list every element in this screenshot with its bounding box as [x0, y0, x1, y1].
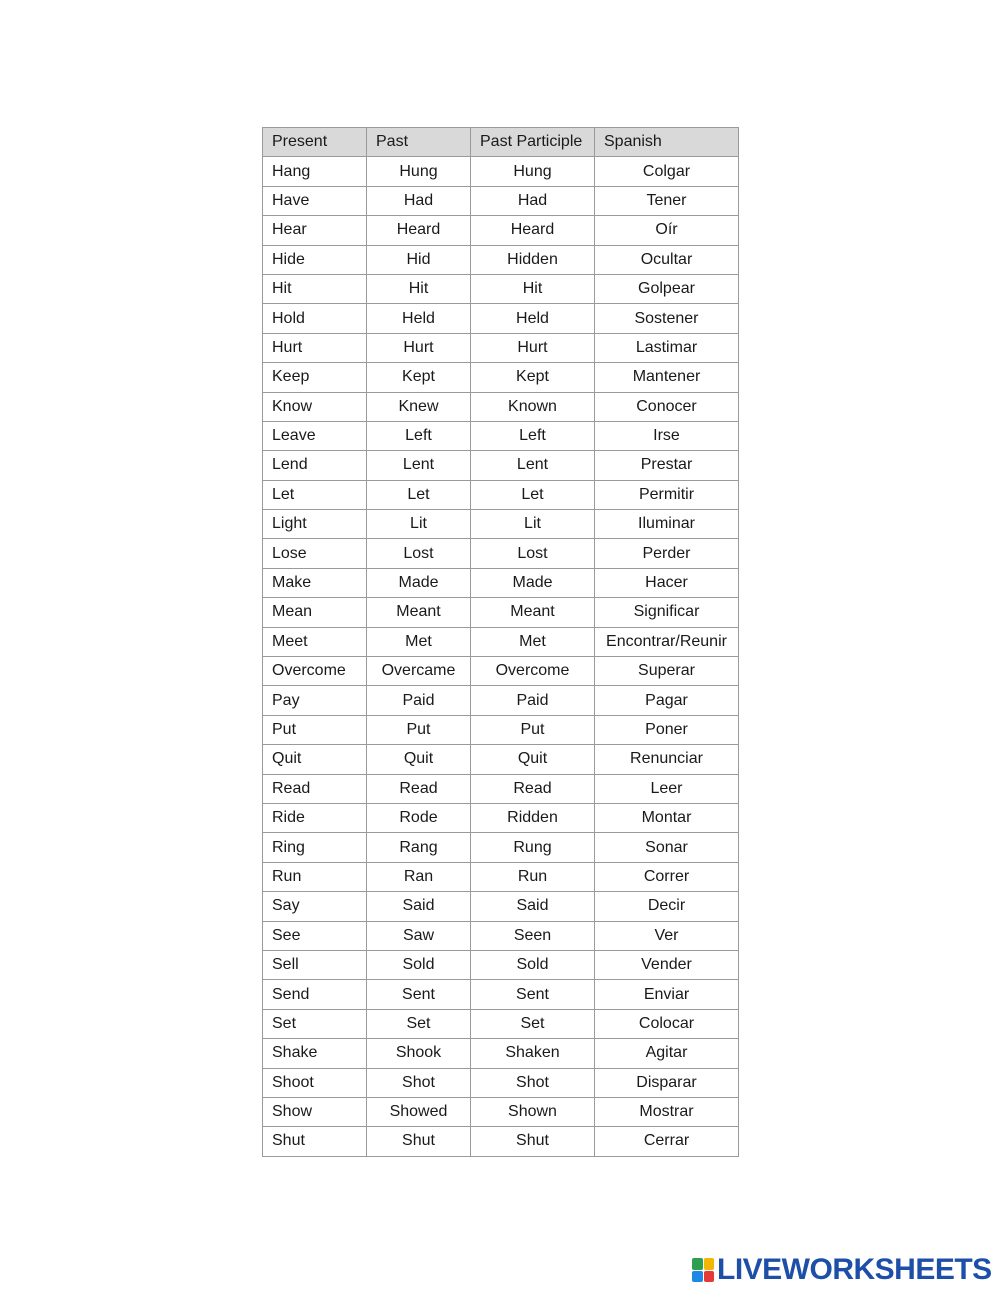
cell-past: Heard: [367, 216, 471, 245]
cell-past: Met: [367, 627, 471, 656]
cell-spanish: Pagar: [595, 686, 739, 715]
logo-square-red: [704, 1271, 715, 1283]
cell-spanish: Decir: [595, 892, 739, 921]
cell-spanish: Sostener: [595, 304, 739, 333]
cell-present: Ring: [263, 833, 367, 862]
table-row: [263, 363, 739, 392]
cell-past: Hid: [367, 245, 471, 274]
cell-past: Read: [367, 774, 471, 803]
cell-spanish: Agitar: [595, 1039, 739, 1068]
cell-past-participle: Hurt: [471, 333, 595, 362]
cell-spanish: Disparar: [595, 1068, 739, 1097]
header-present: Present: [263, 128, 367, 157]
cell-past: Let: [367, 480, 471, 509]
cell-spanish: Ver: [595, 921, 739, 950]
table-row: [263, 950, 739, 979]
irregular-verbs-table: [262, 127, 739, 1157]
cell-past: Hurt: [367, 333, 471, 362]
table-row: [263, 216, 739, 245]
cell-present: Read: [263, 774, 367, 803]
table-row: [263, 627, 739, 656]
cell-spanish: Encontrar/Reunir: [595, 627, 739, 656]
table-row: [263, 245, 739, 274]
cell-present: Lend: [263, 451, 367, 480]
table-row: [263, 304, 739, 333]
cell-spanish: Correr: [595, 862, 739, 891]
table-row: [263, 186, 739, 215]
table-row: [263, 1127, 739, 1156]
cell-spanish: Colgar: [595, 157, 739, 186]
cell-past: Said: [367, 892, 471, 921]
cell-past: Ran: [367, 862, 471, 891]
liveworksheets-logo: [692, 1253, 992, 1286]
cell-spanish: Leer: [595, 774, 739, 803]
logo-square-green: [692, 1258, 703, 1270]
cell-past: Hung: [367, 157, 471, 186]
table-row: [263, 274, 739, 303]
cell-past-participle: Ridden: [471, 803, 595, 832]
cell-past: Set: [367, 1009, 471, 1038]
cell-present: Hurt: [263, 333, 367, 362]
cell-past: Put: [367, 715, 471, 744]
cell-past-participle: Kept: [471, 363, 595, 392]
cell-past-participle: Read: [471, 774, 595, 803]
table-row: [263, 598, 739, 627]
table-row: [263, 980, 739, 1009]
cell-past-participle: Shown: [471, 1097, 595, 1126]
cell-present: Sell: [263, 950, 367, 979]
cell-past-participle: Sold: [471, 950, 595, 979]
cell-past-participle: Lost: [471, 539, 595, 568]
cell-present: Hang: [263, 157, 367, 186]
cell-spanish: Lastimar: [595, 333, 739, 362]
cell-spanish: Oír: [595, 216, 739, 245]
cell-spanish: Significar: [595, 598, 739, 627]
cell-past-participle: Lent: [471, 451, 595, 480]
cell-past: Saw: [367, 921, 471, 950]
cell-spanish: Mostrar: [595, 1097, 739, 1126]
cell-past-participle: Known: [471, 392, 595, 421]
table-row: [263, 1039, 739, 1068]
cell-past-participle: Set: [471, 1009, 595, 1038]
cell-past-participle: Let: [471, 480, 595, 509]
cell-present: Meet: [263, 627, 367, 656]
table-row: [263, 510, 739, 539]
cell-present: Have: [263, 186, 367, 215]
cell-spanish: Superar: [595, 657, 739, 686]
table-header: [263, 128, 739, 157]
cell-spanish: Iluminar: [595, 510, 739, 539]
table-row: [263, 421, 739, 450]
cell-spanish: Poner: [595, 715, 739, 744]
table-row: [263, 480, 739, 509]
cell-spanish: Vender: [595, 950, 739, 979]
table-row: [263, 392, 739, 421]
cell-past: Lost: [367, 539, 471, 568]
table-row: [263, 833, 739, 862]
cell-past-participle: Put: [471, 715, 595, 744]
cell-past: Held: [367, 304, 471, 333]
cell-present: Shut: [263, 1127, 367, 1156]
table-row: [263, 1068, 739, 1097]
cell-past-participle: Made: [471, 568, 595, 597]
cell-past-participle: Lit: [471, 510, 595, 539]
cell-present: See: [263, 921, 367, 950]
cell-present: Hold: [263, 304, 367, 333]
cell-past-participle: Paid: [471, 686, 595, 715]
cell-spanish: Mantener: [595, 363, 739, 392]
cell-spanish: Sonar: [595, 833, 739, 862]
header-spanish: Spanish: [595, 128, 739, 157]
cell-spanish: Tener: [595, 186, 739, 215]
cell-spanish: Conocer: [595, 392, 739, 421]
cell-spanish: Golpear: [595, 274, 739, 303]
cell-past-participle: Seen: [471, 921, 595, 950]
cell-past: Meant: [367, 598, 471, 627]
table-row: [263, 921, 739, 950]
cell-present: Show: [263, 1097, 367, 1126]
table-row: [263, 686, 739, 715]
header-past: Past: [367, 128, 471, 157]
cell-past: Lit: [367, 510, 471, 539]
cell-past-participle: Held: [471, 304, 595, 333]
table-row: [263, 892, 739, 921]
cell-past: Made: [367, 568, 471, 597]
cell-present: Hide: [263, 245, 367, 274]
cell-past-participle: Shot: [471, 1068, 595, 1097]
cell-past: Quit: [367, 745, 471, 774]
cell-present: Put: [263, 715, 367, 744]
cell-present: Light: [263, 510, 367, 539]
cell-present: Hear: [263, 216, 367, 245]
cell-present: Send: [263, 980, 367, 1009]
cell-past-participle: Hung: [471, 157, 595, 186]
cell-past-participle: Heard: [471, 216, 595, 245]
cell-present: Keep: [263, 363, 367, 392]
cell-past: Showed: [367, 1097, 471, 1126]
logo-square-yellow: [704, 1258, 715, 1270]
cell-past-participle: Shut: [471, 1127, 595, 1156]
cell-past: Rode: [367, 803, 471, 832]
table-row: [263, 657, 739, 686]
cell-past: Rang: [367, 833, 471, 862]
table-row: [263, 803, 739, 832]
cell-past-participle: Hidden: [471, 245, 595, 274]
cell-past: Hit: [367, 274, 471, 303]
table-row: [263, 715, 739, 744]
table-row: [263, 1097, 739, 1126]
cell-past: Sent: [367, 980, 471, 1009]
cell-spanish: Hacer: [595, 568, 739, 597]
cell-present: Shoot: [263, 1068, 367, 1097]
cell-past-participle: Had: [471, 186, 595, 215]
logo-square-blue: [692, 1271, 703, 1283]
cell-past: Lent: [367, 451, 471, 480]
cell-present: Leave: [263, 421, 367, 450]
cell-spanish: Permitir: [595, 480, 739, 509]
cell-present: Let: [263, 480, 367, 509]
cell-present: Ride: [263, 803, 367, 832]
cell-past: Kept: [367, 363, 471, 392]
cell-spanish: Colocar: [595, 1009, 739, 1038]
cell-past-participle: Said: [471, 892, 595, 921]
cell-present: Shake: [263, 1039, 367, 1068]
table-row: [263, 568, 739, 597]
cell-past-participle: Met: [471, 627, 595, 656]
cell-past: Paid: [367, 686, 471, 715]
cell-spanish: Ocultar: [595, 245, 739, 274]
cell-present: Pay: [263, 686, 367, 715]
table-row: [263, 157, 739, 186]
cell-present: Know: [263, 392, 367, 421]
cell-spanish: Renunciar: [595, 745, 739, 774]
cell-spanish: Perder: [595, 539, 739, 568]
cell-past-participle: Quit: [471, 745, 595, 774]
cell-spanish: Cerrar: [595, 1127, 739, 1156]
table-row: [263, 539, 739, 568]
cell-past: Had: [367, 186, 471, 215]
cell-present: Say: [263, 892, 367, 921]
cell-past: Shot: [367, 1068, 471, 1097]
cell-present: Set: [263, 1009, 367, 1038]
cell-past: Shook: [367, 1039, 471, 1068]
cell-past: Knew: [367, 392, 471, 421]
table-row: [263, 774, 739, 803]
table-row: [263, 862, 739, 891]
cell-present: Make: [263, 568, 367, 597]
table-row: [263, 745, 739, 774]
cell-past-participle: Meant: [471, 598, 595, 627]
cell-spanish: Prestar: [595, 451, 739, 480]
table-row: [263, 333, 739, 362]
cell-past-participle: Shaken: [471, 1039, 595, 1068]
cell-present: Quit: [263, 745, 367, 774]
cell-spanish: Montar: [595, 803, 739, 832]
cell-past-participle: Sent: [471, 980, 595, 1009]
cell-past-participle: Rung: [471, 833, 595, 862]
cell-spanish: Irse: [595, 421, 739, 450]
cell-past: Left: [367, 421, 471, 450]
cell-past-participle: Left: [471, 421, 595, 450]
cell-past: Shut: [367, 1127, 471, 1156]
table-row: [263, 451, 739, 480]
cell-present: Mean: [263, 598, 367, 627]
cell-present: Hit: [263, 274, 367, 303]
cell-past: Sold: [367, 950, 471, 979]
cell-past-participle: Run: [471, 862, 595, 891]
logo-text: LIVEWORKSHEETS: [717, 1253, 992, 1286]
cell-past: Overcame: [367, 657, 471, 686]
table-row: [263, 1009, 739, 1038]
cell-past-participle: Overcome: [471, 657, 595, 686]
cell-present: Overcome: [263, 657, 367, 686]
header-row: [263, 128, 739, 157]
cell-spanish: Enviar: [595, 980, 739, 1009]
cell-present: Lose: [263, 539, 367, 568]
cell-present: Run: [263, 862, 367, 891]
logo-mark-icon: [692, 1258, 714, 1282]
header-past-participle: Past Participle: [471, 128, 595, 157]
table-body: [263, 157, 739, 1156]
cell-past-participle: Hit: [471, 274, 595, 303]
